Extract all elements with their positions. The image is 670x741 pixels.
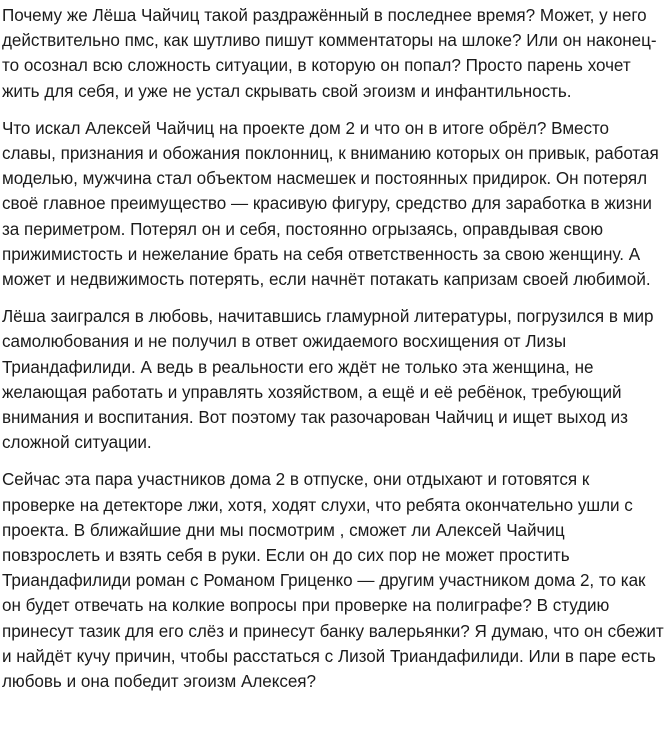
article-body: [0, 3, 670, 694]
article-paragraph-4: Сейчас эта пара участников дома 2 в отпуске, они отдыхают и готовятся к проверке на детекторе лжи, хотя, ходят слухи, что ребята окончательно ушли с проекта. В ближайшие дни мы посмотрим , сможет ли Алексей Чайчиц повзрослеть и взять себя в руки. Если он до сих пор не может простить Триандафилиди роман с Романом Гриценко — другим участником дома 2, то как он будет отвечать на колкие вопросы при проверке на полиграфе? В студию принесут тазик для его слёз и принесут банку валерьянки? Я думаю, что он сбежит и найдёт кучу причин, чтобы расстаться с Лизой Триандафилиди. Или в паре есть любовь и она победит эгоизм Алексея?: [2, 470, 664, 692]
article-paragraph-1: Почему же Лёша Чайчиц такой раздражённый в последнее время? Может, у него действительно пмс, как шутливо пишут комментаторы на шлоке? Или он наконец-то осознал всю сложность ситуации, в которую он попал? Просто парень хочет жить для себя, и уже не устал скрывать свой эгоизм и инфантильность.: [2, 6, 657, 101]
article-paragraph-2: Что искал Алексей Чайчиц на проекте дом 2 и что он в итоге обрёл? Вместо славы, признания и обожания поклонниц, к вниманию которых он привык, работая моделью, мужчина стал объектом насмешек и постоянных придирок. Он потерял своё главное преимущество — красивую фигуру, средство для заработка в жизни за периметром. Потерял он и себя, постоянно огрызаясь, оправдывая свою прижимистость и нежелание брать на себя ответственность за свою женщину. А может и недвижимость потерять, если начнёт потакать капризам своей любимой.: [2, 118, 659, 290]
article-paragraph-3: Лёша заигрался в любовь, начитавшись гламурной литературы, погрузился в мир самолюбования и не получил в ответ ожидаемого восхищения от Лизы Триандафилиди. А ведь в реальности его ждёт не только эта женщина, не желающая работать и управлять хозяйством, а ещё и её ребёнок, требующий внимания и воспитания. Вот поэтому так разочарован Чайчиц и ищет выход из сложной ситуации.: [2, 307, 654, 453]
